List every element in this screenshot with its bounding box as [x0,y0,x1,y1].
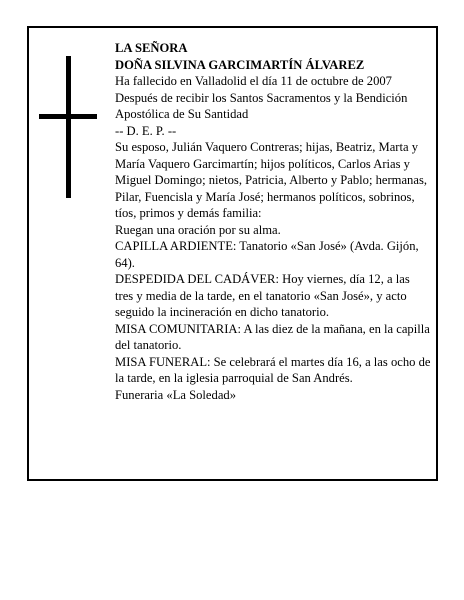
funeral-mass-paragraph: MISA FUNERAL: Se celebrará el martes día 16, a las ocho de la tarde, en la iglesia parroquial de San Andrés. [115,354,431,385]
farewell-paragraph: DESPEDIDA DEL CADÁVER: Hoy viernes, día 12, a las tres y media de la tarde, en el tanatorio «San José», y acto seguido la incineración en dicho tanatorio. [115,272,410,319]
death-line: Ha fallecido en Valladolid el día 11 de octubre de 2007 [115,74,392,88]
community-mass-paragraph: MISA COMUNITARIA: A las diez de la mañana, en la capilla del tanatorio. [115,321,430,352]
funeral-home-line: Funeraria «La Soledad» [115,387,236,402]
notice-title: LA SEÑORA [115,41,188,55]
family-paragraph: Su esposo, Julián Vaquero Contreras; hijas, Beatriz, Marta y María Vaquero Garcimartín; hijos políticos, Carlos Arias y Miguel Domingo; nietos, Patricia, Alberto y Pablo; hermanas, Pilar, Fuencisla y María José; hermanos políticos, sobrinos, tíos, primos y demás familia: [115,140,427,220]
dep-line: -- D. E. P. -- [115,123,177,138]
prayer-line: Ruegan una oración por su alma. [115,222,281,237]
latin-cross-icon [39,56,97,198]
sacraments-line: Después de recibir los Santos Sacramentos y la Bendición Apostólica de Su Santidad [115,90,408,121]
chapel-paragraph: CAPILLA ARDIENTE: Tanatorio «San José» (Avda. Gijón, 64). [115,239,419,270]
cross-horizontal-bar [39,114,97,119]
notice-text [115,40,431,403]
deceased-name: DOÑA SILVINA GARCIMARTÍN ÁLVAREZ [115,57,365,72]
cross-vertical-bar [66,56,71,198]
obituary-notice [27,26,438,481]
